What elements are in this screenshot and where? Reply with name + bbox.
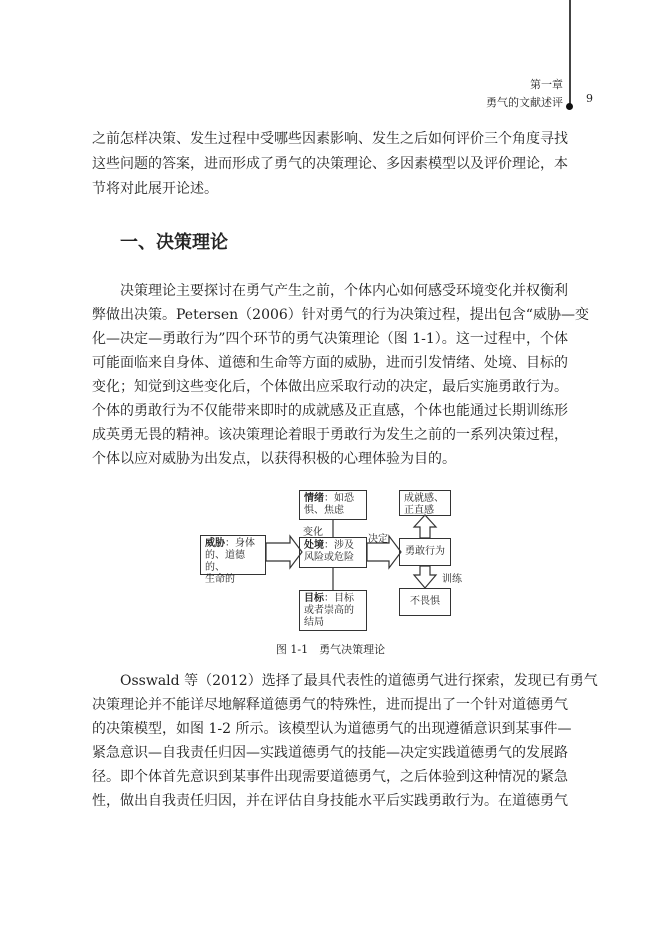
label-decide: 决定: [368, 534, 388, 545]
text-line: 性，做出自我责任归因，并在评估自身技能水平后实践勇敢行为。在道德勇气: [92, 793, 568, 809]
text-line: 这些问题的答案，进而形成了勇气的决策理论、多因素模型以及评价理论，本: [92, 156, 568, 172]
text-line: 化—决定—勇敢行为”四个环节的勇气决策理论（图 1-1）。这一过程中，个体: [92, 331, 568, 347]
text-line: 成英勇无畏的精神。该决策理论着眼于勇敢行为发生之前的一系列决策过程，: [92, 427, 568, 443]
running-header-title: 勇气的文献述评: [486, 96, 563, 109]
text-line: 个体的勇敢行为不仅能带来即时的成就感及正直感，个体也能通过长期训练形: [92, 403, 568, 419]
running-header-chapter: 第一章: [530, 78, 563, 91]
figure-caption: 图 1-1 勇气决策理论: [275, 643, 386, 656]
text-line: 的决策模型，如图 1-2 所示。该模型认为道德勇气的出现遵循意识到某事件—: [92, 721, 572, 737]
fearless-box: 不畏惧: [399, 588, 451, 616]
section-heading: 一、决策理论: [120, 232, 228, 253]
label-train: 训练: [442, 574, 462, 585]
text-line: 决策理论主要探讨在勇气产生之前，个体内心如何感受环境变化并权衡利: [120, 283, 568, 299]
brave-behavior-box: 勇敢行为: [399, 538, 451, 566]
situation-box: 处境：涉及 风险或危险: [299, 537, 367, 568]
text-line: 之前怎样决策、发生过程中受哪些因素影响、发生之后如何评价三个角度寻找: [92, 131, 568, 147]
text-line: Osswald 等（2012）选择了最具代表性的道德勇气进行探索，发现已有勇气: [120, 673, 598, 689]
achievement-box: 成就感、 正直感: [399, 490, 451, 516]
text-line: 弊做出决策。Petersen（2006）针对勇气的行为决策过程，提出包含“威胁—变: [92, 307, 589, 323]
text-line: 决策理论并不能详尽地解释道德勇气的特殊性，进而提出了一个针对道德勇气: [92, 697, 568, 713]
text-line: 节将对此展开论述。: [92, 181, 218, 197]
goal-box: 目标：目标 或者崇高的 结局: [299, 590, 367, 631]
text-line: 变化；知觉到这些变化后，个体做出应采取行动的决定，最后实施勇敢行为。: [92, 379, 568, 395]
page-number: 9: [586, 92, 593, 105]
threat-box: 威胁：身体 的、道德的、 生命的: [200, 535, 266, 575]
emotion-box: 情绪：如恐 惧、焦虑: [299, 490, 367, 520]
text-line: 径。即个体首先意识到某事件出现需要道德勇气，之后体验到这种情况的紧急: [92, 769, 568, 785]
text-line: 可能面临来自身体、道德和生命等方面的威胁，进而引发情绪、处境、目标的: [92, 355, 568, 371]
label-change: 变化: [303, 527, 323, 538]
text-line: 个体以应对威胁为出发点，以获得积极的心理体验为目的。: [92, 451, 456, 467]
text-line: 紧急意识—自我责任归因—实践道德勇气的技能—决定实践道德勇气的发展路: [92, 745, 568, 761]
